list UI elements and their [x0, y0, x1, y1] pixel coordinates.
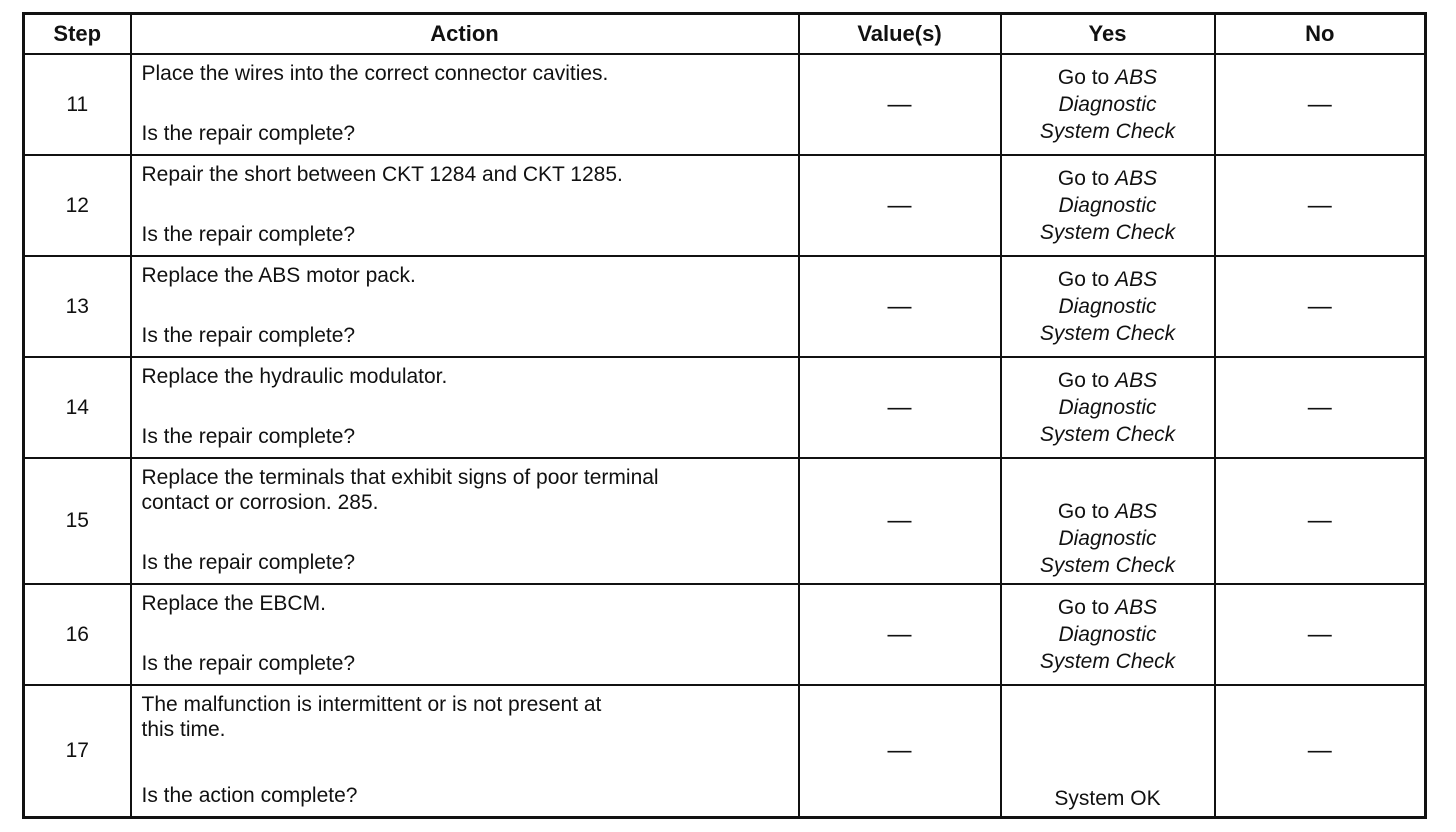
table-row — [24, 584, 1426, 685]
yes-ref-abs: ABS — [1115, 167, 1158, 190]
yes-cell — [1001, 584, 1215, 685]
no-cell: — — [1215, 357, 1426, 458]
yes-ref-abs: ABS — [1115, 596, 1158, 619]
diagnostic-table-page — [22, 12, 1424, 819]
value-cell: — — [799, 155, 1001, 256]
step-number: 13 — [24, 256, 131, 357]
no-cell: — — [1215, 584, 1426, 685]
action-cell — [131, 256, 799, 357]
yes-ref-diagnostic: Diagnostic — [1058, 295, 1157, 318]
yes-line-1 — [1006, 498, 1210, 525]
yes-prefix: Go to — [1057, 596, 1116, 619]
action-instruction: Replace the terminals that exhibit signs of poor terminal contact or corrosion. 285. — [141, 466, 659, 514]
step-number: 12 — [24, 155, 131, 256]
action-question: Is the action complete? — [141, 784, 358, 807]
yes-ref-system-check: System Check — [1039, 221, 1176, 244]
yes-cell — [1001, 155, 1215, 256]
table-header-row — [24, 14, 1426, 55]
no-cell: — — [1215, 685, 1426, 818]
yes-line-1 — [1006, 64, 1210, 91]
yes-ref-system-check: System Check — [1039, 322, 1176, 345]
action-question: Is the repair complete? — [141, 652, 356, 675]
yes-ref-abs: ABS — [1115, 268, 1158, 291]
value-cell: — — [799, 256, 1001, 357]
table-row — [24, 54, 1426, 155]
yes-ref-abs: ABS — [1115, 66, 1158, 89]
value-cell: — — [799, 584, 1001, 685]
value-cell: — — [799, 54, 1001, 155]
yes-ref-abs: ABS — [1115, 500, 1158, 523]
action-instruction: Place the wires into the correct connector cavities. — [141, 62, 609, 85]
action-instruction: Replace the hydraulic modulator. — [141, 365, 448, 388]
action-instruction: Repair the short between CKT 1284 and CKT 1285. — [141, 163, 623, 186]
yes-ref-abs: ABS — [1115, 369, 1158, 392]
header-step: Step — [24, 14, 131, 55]
yes-ref-system-check: System Check — [1039, 554, 1176, 577]
value-cell: — — [799, 458, 1001, 584]
yes-line-1 — [1006, 266, 1210, 293]
yes-line-1 — [1006, 594, 1210, 621]
yes-prefix: Go to — [1057, 369, 1116, 392]
yes-cell — [1001, 256, 1215, 357]
value-cell: — — [799, 357, 1001, 458]
header-values: Value(s) — [799, 14, 1001, 55]
yes-ref-system-check: System Check — [1039, 423, 1176, 446]
yes-line-1 — [1006, 367, 1210, 394]
action-question: Is the repair complete? — [141, 551, 356, 574]
yes-ref-system-check: System Check — [1039, 650, 1176, 673]
no-cell: — — [1215, 256, 1426, 357]
yes-ref-diagnostic: Diagnostic — [1058, 396, 1157, 419]
action-instruction: Replace the EBCM. — [141, 592, 326, 615]
yes-prefix: Go to — [1057, 268, 1116, 291]
step-number: 11 — [24, 54, 131, 155]
value-cell: — — [799, 685, 1001, 818]
action-question: Is the repair complete? — [141, 324, 356, 347]
step-number: 17 — [24, 685, 131, 818]
step-number: 15 — [24, 458, 131, 584]
action-cell — [131, 685, 799, 818]
action-cell — [131, 458, 799, 584]
header-action: Action — [131, 14, 799, 55]
yes-ref-diagnostic: Diagnostic — [1058, 194, 1157, 217]
action-cell — [131, 357, 799, 458]
table-row — [24, 155, 1426, 256]
yes-cell — [1001, 458, 1215, 584]
step-number: 14 — [24, 357, 131, 458]
action-instruction: The malfunction is intermittent or is not present at this time. — [141, 693, 602, 741]
no-cell: — — [1215, 155, 1426, 256]
action-question: Is the repair complete? — [141, 223, 356, 246]
action-instruction: Replace the ABS motor pack. — [141, 264, 416, 287]
action-cell — [131, 155, 799, 256]
no-cell: — — [1215, 54, 1426, 155]
header-yes: Yes — [1001, 14, 1215, 55]
yes-prefix: Go to — [1057, 167, 1116, 190]
diagnostic-steps-table — [22, 12, 1427, 819]
yes-line-1 — [1006, 165, 1210, 192]
action-question: Is the repair complete? — [141, 122, 356, 145]
yes-ref-diagnostic: Diagnostic — [1058, 623, 1157, 646]
step-number: 16 — [24, 584, 131, 685]
action-cell — [131, 54, 799, 155]
yes-ref-diagnostic: Diagnostic — [1058, 527, 1157, 550]
yes-cell — [1001, 54, 1215, 155]
table-row — [24, 256, 1426, 357]
action-cell — [131, 584, 799, 685]
yes-cell: System OK — [1001, 685, 1215, 818]
yes-prefix: Go to — [1057, 500, 1116, 523]
no-cell: — — [1215, 458, 1426, 584]
table-row — [24, 458, 1426, 584]
action-question: Is the repair complete? — [141, 425, 356, 448]
header-no: No — [1215, 14, 1426, 55]
table-row — [24, 685, 1426, 818]
yes-ref-system-check: System Check — [1039, 120, 1176, 143]
yes-cell — [1001, 357, 1215, 458]
yes-ref-diagnostic: Diagnostic — [1058, 93, 1157, 116]
yes-prefix: Go to — [1057, 66, 1116, 89]
table-row — [24, 357, 1426, 458]
